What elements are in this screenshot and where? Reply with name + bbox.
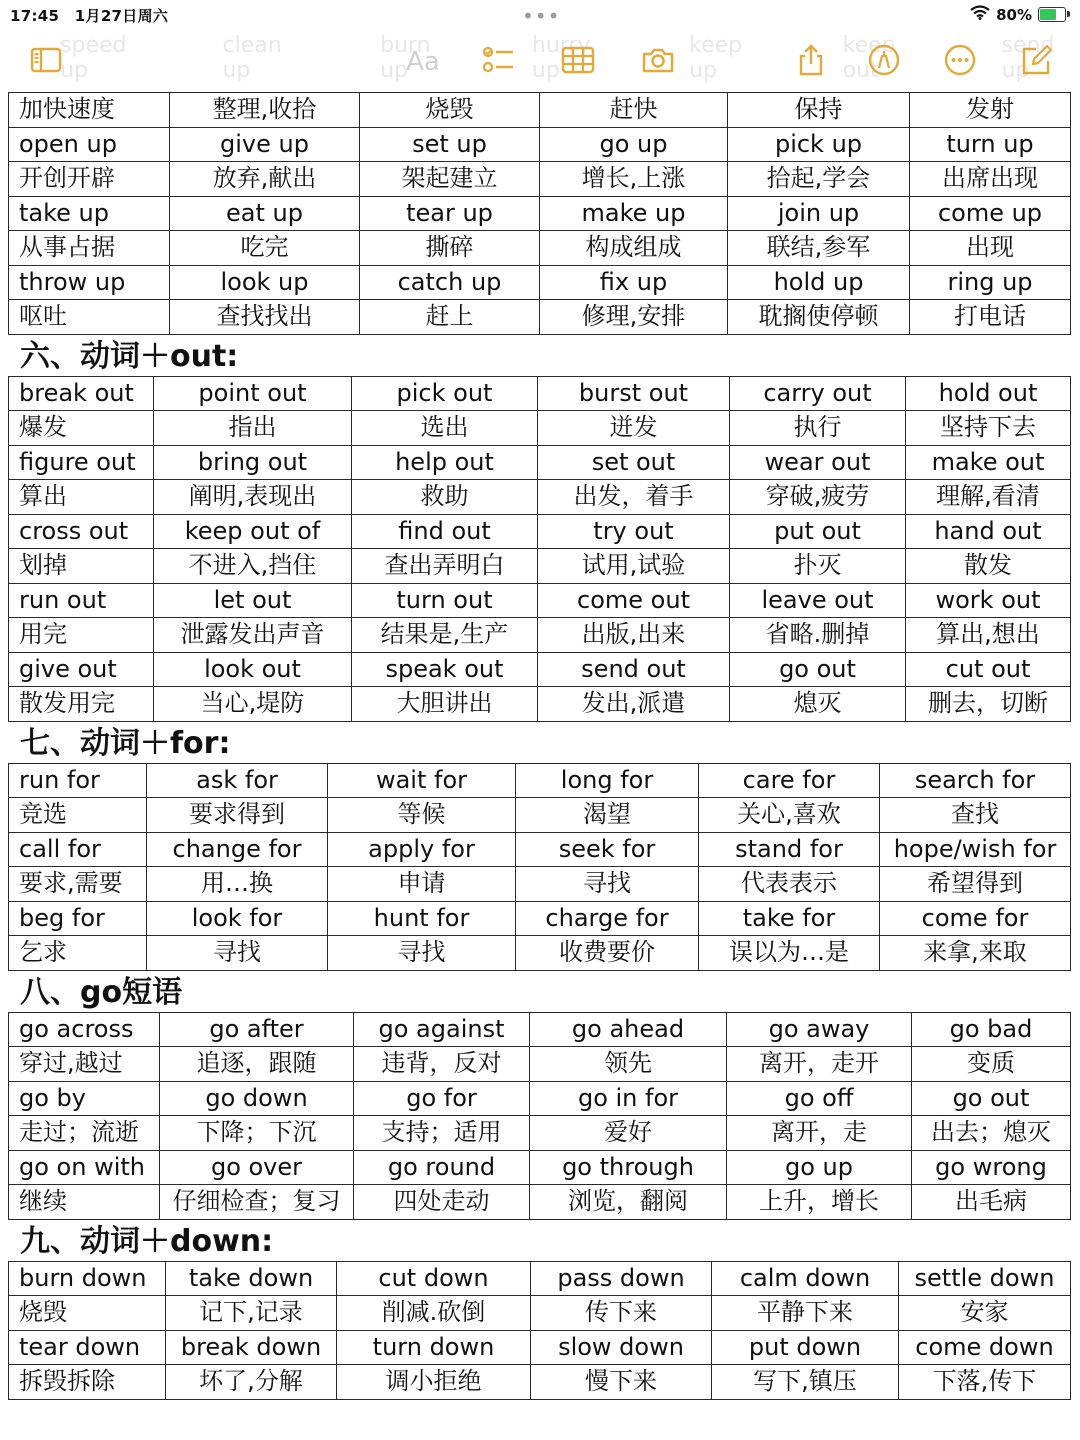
table-row — [9, 514, 1071, 549]
phrase-table[interactable] — [8, 376, 1071, 722]
table-cell[interactable]: 出席出现 — [910, 162, 1071, 197]
table-row — [9, 300, 1071, 335]
table-cell[interactable]: 从事占据 — [9, 231, 170, 266]
table-row — [9, 1047, 1071, 1082]
table-row — [9, 480, 1071, 515]
table-cell[interactable]: 加快速度 — [9, 93, 170, 128]
table-cell[interactable]: turn out — [352, 583, 538, 618]
table-cell[interactable]: 增长,上涨 — [540, 162, 728, 197]
table-cell[interactable]: 泄露发出声音 — [154, 618, 352, 653]
table-cell[interactable]: change for — [147, 832, 328, 867]
section-title: 七、动词＋for: — [20, 725, 231, 761]
table-cell[interactable]: 架起建立 — [360, 162, 540, 197]
table-cell[interactable]: 寻找 — [147, 936, 328, 971]
table-cell[interactable]: 耽搁使停顿 — [728, 300, 910, 335]
table-cell[interactable]: leave out — [730, 583, 906, 618]
table-cell[interactable]: 当心,堤防 — [154, 687, 352, 722]
table-cell[interactable]: put out — [730, 514, 906, 549]
table-cell[interactable]: pass down — [531, 1261, 712, 1296]
table-row — [9, 1081, 1071, 1116]
table-cell[interactable]: open up — [9, 127, 170, 162]
table-cell[interactable]: go out — [912, 1081, 1071, 1116]
table-cell[interactable]: 用…换 — [147, 867, 328, 902]
battery-percent: 80% — [996, 5, 1032, 24]
table-row — [9, 936, 1071, 971]
table-cell[interactable]: 大胆讲出 — [352, 687, 538, 722]
table-cell[interactable]: catch up — [360, 265, 540, 300]
table-cell[interactable]: go up — [540, 127, 728, 162]
table-cell[interactable]: go up — [727, 1150, 912, 1185]
table-cell[interactable]: 出去；熄灭 — [912, 1116, 1071, 1151]
table-row — [9, 411, 1071, 446]
table-cell[interactable]: 保持 — [728, 93, 910, 128]
table-cell[interactable]: go in for — [530, 1081, 727, 1116]
table-cell[interactable]: 调小拒绝 — [337, 1365, 531, 1400]
table-cell[interactable]: 执行 — [730, 411, 906, 446]
table-cell[interactable]: look up — [170, 265, 360, 300]
table-cell[interactable]: 削减.砍倒 — [337, 1296, 531, 1331]
phrase-table[interactable] — [8, 1012, 1071, 1220]
table-row — [9, 1185, 1071, 1220]
table-cell[interactable]: 乞求 — [9, 936, 147, 971]
table-cell[interactable]: go bad — [912, 1012, 1071, 1047]
table-row — [9, 1365, 1071, 1400]
table-cell[interactable]: 爆发 — [9, 411, 154, 446]
table-cell[interactable]: 要求,需要 — [9, 867, 147, 902]
table-row — [9, 127, 1071, 162]
table-cell[interactable]: run for — [9, 763, 147, 798]
table-row — [9, 583, 1071, 618]
table-cell[interactable]: 开创开辟 — [9, 162, 170, 197]
table-cell[interactable]: charge for — [516, 901, 699, 936]
table-cell[interactable]: carry out — [730, 376, 906, 411]
table-cell[interactable]: call for — [9, 832, 147, 867]
table-cell[interactable]: 联结,参军 — [728, 231, 910, 266]
table-cell[interactable]: take for — [699, 901, 880, 936]
table-row — [9, 618, 1071, 653]
table-cell[interactable]: 烧毁 — [360, 93, 540, 128]
table-cell[interactable]: 继续 — [9, 1185, 160, 1220]
table-cell[interactable]: 违背，反对 — [354, 1047, 530, 1082]
table-cell[interactable]: point out — [154, 376, 352, 411]
table-cell[interactable]: set out — [538, 445, 730, 480]
table-cell[interactable]: fix up — [540, 265, 728, 300]
table-cell[interactable]: go round — [354, 1150, 530, 1185]
table-cell[interactable]: 记下,记录 — [166, 1296, 337, 1331]
table-cell[interactable]: look for — [147, 901, 328, 936]
table-cell[interactable]: 散发 — [906, 549, 1071, 584]
ghost-text-item: speed up — [60, 33, 127, 83]
table-cell[interactable]: go down — [160, 1081, 354, 1116]
table-cell[interactable]: cut out — [906, 652, 1071, 687]
table-cell[interactable]: 浏览，翻阅 — [530, 1185, 727, 1220]
table-cell[interactable]: break out — [9, 376, 154, 411]
table-cell[interactable]: go off — [727, 1081, 912, 1116]
table-cell[interactable]: pick up — [728, 127, 910, 162]
table-cell[interactable]: pick out — [352, 376, 538, 411]
table-cell[interactable]: 查找找出 — [170, 300, 360, 335]
table-cell[interactable]: 申请 — [328, 867, 516, 902]
table-cell[interactable]: 呕吐 — [9, 300, 170, 335]
table-cell[interactable]: hunt for — [328, 901, 516, 936]
table-cell[interactable]: 走过；流逝 — [9, 1116, 160, 1151]
table-cell[interactable]: stand for — [699, 832, 880, 867]
table-row — [9, 265, 1071, 300]
table-cell[interactable]: speak out — [352, 652, 538, 687]
table-cell[interactable]: take down — [166, 1261, 337, 1296]
battery-fill — [1040, 9, 1056, 20]
table-row — [9, 1296, 1071, 1331]
status-left — [10, 5, 178, 26]
status-right — [970, 5, 1066, 24]
table-cell[interactable]: 算出,想出 — [906, 618, 1071, 653]
table-cell[interactable]: slow down — [531, 1330, 712, 1365]
table-cell[interactable]: 救助 — [352, 480, 538, 515]
table-cell[interactable]: care for — [699, 763, 880, 798]
table-row — [9, 867, 1071, 902]
table-row — [9, 763, 1071, 798]
share-icon[interactable] — [793, 42, 829, 78]
table-cell[interactable]: 变质 — [912, 1047, 1071, 1082]
table-cell[interactable]: burn down — [9, 1261, 166, 1296]
battery-icon — [1038, 7, 1066, 22]
table-cell[interactable]: 关心,喜欢 — [699, 798, 880, 833]
table-cell[interactable]: 出版,出来 — [538, 618, 730, 653]
table-cell[interactable]: 阐明,表现出 — [154, 480, 352, 515]
table-cell[interactable]: go by — [9, 1081, 160, 1116]
phrase-table[interactable] — [8, 92, 1071, 335]
table-cell[interactable]: set up — [360, 127, 540, 162]
table-cell[interactable]: hand out — [906, 514, 1071, 549]
table-row — [9, 445, 1071, 480]
table-cell[interactable]: 赶上 — [360, 300, 540, 335]
wifi-icon — [970, 5, 990, 24]
table-cell[interactable]: 仔细检查；复习 — [160, 1185, 354, 1220]
phrase-table[interactable] — [8, 1261, 1071, 1400]
table-cell[interactable]: 打电话 — [910, 300, 1071, 335]
table-cell[interactable]: 放弃,献出 — [170, 162, 360, 197]
table-cell[interactable]: 撕碎 — [360, 231, 540, 266]
table-row — [9, 376, 1071, 411]
status-time: 17:45 — [10, 7, 60, 25]
table-cell[interactable]: 用完 — [9, 618, 154, 653]
table-cell[interactable]: help out — [352, 445, 538, 480]
table-cell[interactable]: 支持；适用 — [354, 1116, 530, 1151]
table-cell[interactable]: 代表表示 — [699, 867, 880, 902]
table-cell[interactable]: 划掉 — [9, 549, 154, 584]
table-cell[interactable]: 离开，走 — [727, 1116, 912, 1151]
table-cell[interactable]: put down — [712, 1330, 899, 1365]
toolbar — [0, 28, 1080, 90]
font-format-button[interactable]: Aa — [406, 47, 440, 77]
table-row — [9, 1261, 1071, 1296]
ghost-text-item: send up — [1001, 33, 1055, 83]
table-cell[interactable]: 赶快 — [540, 93, 728, 128]
table-cell[interactable]: 试用,试验 — [538, 549, 730, 584]
table-cell[interactable]: bring out — [154, 445, 352, 480]
table-cell[interactable]: 坏了,分解 — [166, 1365, 337, 1400]
more-options-icon[interactable] — [942, 42, 978, 78]
table-cell[interactable]: tear down — [9, 1330, 166, 1365]
table-cell[interactable]: wait for — [328, 763, 516, 798]
table-cell[interactable]: 算出 — [9, 480, 154, 515]
table-cell[interactable]: go against — [354, 1012, 530, 1047]
table-cell[interactable]: give out — [9, 652, 154, 687]
table-row — [9, 1330, 1071, 1365]
table-cell[interactable]: 发出,派遣 — [538, 687, 730, 722]
table-cell[interactable]: 要求得到 — [147, 798, 328, 833]
table-cell[interactable]: 寻找 — [328, 936, 516, 971]
table-cell[interactable]: 坚持下去 — [906, 411, 1071, 446]
table-cell[interactable]: cross out — [9, 514, 154, 549]
section-title: 六、动词＋out: — [20, 338, 239, 374]
table-icon[interactable] — [560, 42, 596, 78]
table-row — [9, 549, 1071, 584]
table-cell[interactable]: come out — [538, 583, 730, 618]
table-cell[interactable]: send out — [538, 652, 730, 687]
table-cell[interactable]: go through — [530, 1150, 727, 1185]
table-cell[interactable]: calm down — [712, 1261, 899, 1296]
table-cell[interactable]: break down — [166, 1330, 337, 1365]
table-row — [9, 687, 1071, 722]
table-cell[interactable]: burst out — [538, 376, 730, 411]
table-cell[interactable]: look out — [154, 652, 352, 687]
table-cell[interactable]: 领先 — [530, 1047, 727, 1082]
table-cell[interactable]: 熄灭 — [730, 687, 906, 722]
table-cell[interactable]: 传下来 — [531, 1296, 712, 1331]
table-cell[interactable]: seek for — [516, 832, 699, 867]
table-cell[interactable]: figure out — [9, 445, 154, 480]
table-cell[interactable]: 等候 — [328, 798, 516, 833]
table-cell[interactable]: 平静下来 — [712, 1296, 899, 1331]
table-cell[interactable]: come up — [910, 196, 1071, 231]
table-cell[interactable]: 出发，着手 — [538, 480, 730, 515]
table-row — [9, 1012, 1071, 1047]
section-title: 九、动词＋down: — [20, 1223, 274, 1259]
status-bar — [0, 0, 1080, 28]
table-cell[interactable]: work out — [906, 583, 1071, 618]
table-cell[interactable]: turn up — [910, 127, 1071, 162]
table-row — [9, 93, 1071, 128]
table-cell[interactable]: hold out — [906, 376, 1071, 411]
table-cell[interactable]: 查出弄明白 — [352, 549, 538, 584]
table-row — [9, 832, 1071, 867]
battery-tip — [1067, 11, 1070, 17]
table-cell[interactable]: 慢下来 — [531, 1365, 712, 1400]
table-cell[interactable]: 四处走动 — [354, 1185, 530, 1220]
phrase-table[interactable] — [8, 763, 1071, 971]
sidebar-toggle-icon[interactable] — [28, 42, 64, 78]
table-cell[interactable]: 渴望 — [516, 798, 699, 833]
table-cell[interactable]: 发射 — [910, 93, 1071, 128]
table-cell[interactable]: join up — [728, 196, 910, 231]
table-cell[interactable]: go ahead — [530, 1012, 727, 1047]
table-row — [9, 901, 1071, 936]
table-cell[interactable]: 出现 — [910, 231, 1071, 266]
table-cell[interactable]: ask for — [147, 763, 328, 798]
table-cell[interactable]: 不进入,挡住 — [154, 549, 352, 584]
ghost-text-item: keep up — [689, 33, 743, 83]
table-cell[interactable]: cut down — [337, 1261, 531, 1296]
table-cell[interactable]: go after — [160, 1012, 354, 1047]
table-cell[interactable]: come for — [880, 901, 1071, 936]
table-cell[interactable]: wear out — [730, 445, 906, 480]
table-cell[interactable]: go for — [354, 1081, 530, 1116]
table-cell[interactable]: 寻找 — [516, 867, 699, 902]
table-cell[interactable]: give up — [170, 127, 360, 162]
table-cell[interactable]: 写下,镇压 — [712, 1365, 899, 1400]
multitask-dots[interactable]: ••• — [522, 4, 561, 28]
table-cell[interactable]: 构成组成 — [540, 231, 728, 266]
table-cell[interactable]: 穿破,疲劳 — [730, 480, 906, 515]
table-cell[interactable]: 删去，切断 — [906, 687, 1071, 722]
table-cell[interactable]: 下降；下沉 — [160, 1116, 354, 1151]
table-cell[interactable]: eat up — [170, 196, 360, 231]
table-cell[interactable]: 离开，走开 — [727, 1047, 912, 1082]
table-cell[interactable]: 散发用完 — [9, 687, 154, 722]
table-cell[interactable]: 误以为…是 — [699, 936, 880, 971]
table-cell[interactable]: 理解,看清 — [906, 480, 1071, 515]
table-cell[interactable]: long for — [516, 763, 699, 798]
table-cell[interactable]: 出毛病 — [912, 1185, 1071, 1220]
ghost-text-item: clean up — [222, 33, 282, 83]
table-cell[interactable]: make out — [906, 445, 1071, 480]
table-row — [9, 1150, 1071, 1185]
table-cell[interactable]: keep out of — [154, 514, 352, 549]
table-cell[interactable]: go over — [160, 1150, 354, 1185]
table-cell[interactable]: run out — [9, 583, 154, 618]
table-cell[interactable]: take up — [9, 196, 170, 231]
table-cell[interactable]: 指出 — [154, 411, 352, 446]
section-title: 八、go短语 — [20, 974, 183, 1010]
table-cell[interactable]: hold up — [728, 265, 910, 300]
table-cell[interactable]: 迸发 — [538, 411, 730, 446]
table-cell[interactable]: 结果是,生产 — [352, 618, 538, 653]
table-row — [9, 652, 1071, 687]
table-cell[interactable]: go on with — [9, 1150, 160, 1185]
table-cell[interactable]: 竞选 — [9, 798, 147, 833]
table-cell[interactable]: beg for — [9, 901, 147, 936]
table-cell[interactable]: make up — [540, 196, 728, 231]
table-cell[interactable]: 上升，增长 — [727, 1185, 912, 1220]
table-cell[interactable]: 省略.删掉 — [730, 618, 906, 653]
table-row — [9, 196, 1071, 231]
table-cell[interactable]: apply for — [328, 832, 516, 867]
table-cell[interactable]: 爱好 — [530, 1116, 727, 1151]
table-cell[interactable]: 来拿,来取 — [880, 936, 1071, 971]
table-row — [9, 162, 1071, 197]
table-cell[interactable]: try out — [538, 514, 730, 549]
table-cell[interactable]: 希望得到 — [880, 867, 1071, 902]
table-cell[interactable]: turn down — [337, 1330, 531, 1365]
note-content[interactable] — [8, 92, 1072, 1400]
ghost-text-item: burn up — [380, 33, 431, 83]
camera-icon[interactable] — [640, 42, 676, 78]
table-cell[interactable]: 选出 — [352, 411, 538, 446]
table-cell[interactable]: 收费要价 — [516, 936, 699, 971]
table-cell[interactable]: 扑灭 — [730, 549, 906, 584]
table-row — [9, 231, 1071, 266]
checklist-icon[interactable] — [480, 42, 516, 78]
table-cell[interactable]: 拆毁拆除 — [9, 1365, 166, 1400]
table-row — [9, 798, 1071, 833]
table-cell[interactable]: go out — [730, 652, 906, 687]
table-cell[interactable]: let out — [154, 583, 352, 618]
table-cell[interactable]: 吃完 — [170, 231, 360, 266]
table-cell[interactable]: 下落,传下 — [899, 1365, 1071, 1400]
compose-note-icon[interactable] — [1018, 42, 1054, 78]
table-row — [9, 1116, 1071, 1151]
table-cell[interactable]: 追逐，跟随 — [160, 1047, 354, 1082]
ghost-text-item: hurry up — [531, 33, 591, 83]
table-cell[interactable]: find out — [352, 514, 538, 549]
table-cell[interactable]: 安家 — [899, 1296, 1071, 1331]
table-cell[interactable]: 穿过,越过 — [9, 1047, 160, 1082]
table-cell[interactable]: go across — [9, 1012, 160, 1047]
markup-pen-icon[interactable] — [866, 42, 902, 78]
table-cell[interactable]: 拾起,学会 — [728, 162, 910, 197]
table-cell[interactable]: settle down — [899, 1261, 1071, 1296]
table-cell[interactable]: search for — [880, 763, 1071, 798]
table-cell[interactable]: go away — [727, 1012, 912, 1047]
table-cell[interactable]: throw up — [9, 265, 170, 300]
status-date: 1月27日周六 — [74, 7, 169, 25]
table-cell[interactable]: 烧毁 — [9, 1296, 166, 1331]
table-cell[interactable]: come down — [899, 1330, 1071, 1365]
table-cell[interactable]: ring up — [910, 265, 1071, 300]
table-cell[interactable]: 整理,收拾 — [170, 93, 360, 128]
ghost-text-item: keep out — [842, 33, 896, 83]
table-cell[interactable]: hope/wish for — [880, 832, 1071, 867]
table-cell[interactable]: go wrong — [912, 1150, 1071, 1185]
table-cell[interactable]: tear up — [360, 196, 540, 231]
table-cell[interactable]: 查找 — [880, 798, 1071, 833]
table-cell[interactable]: 修理,安排 — [540, 300, 728, 335]
